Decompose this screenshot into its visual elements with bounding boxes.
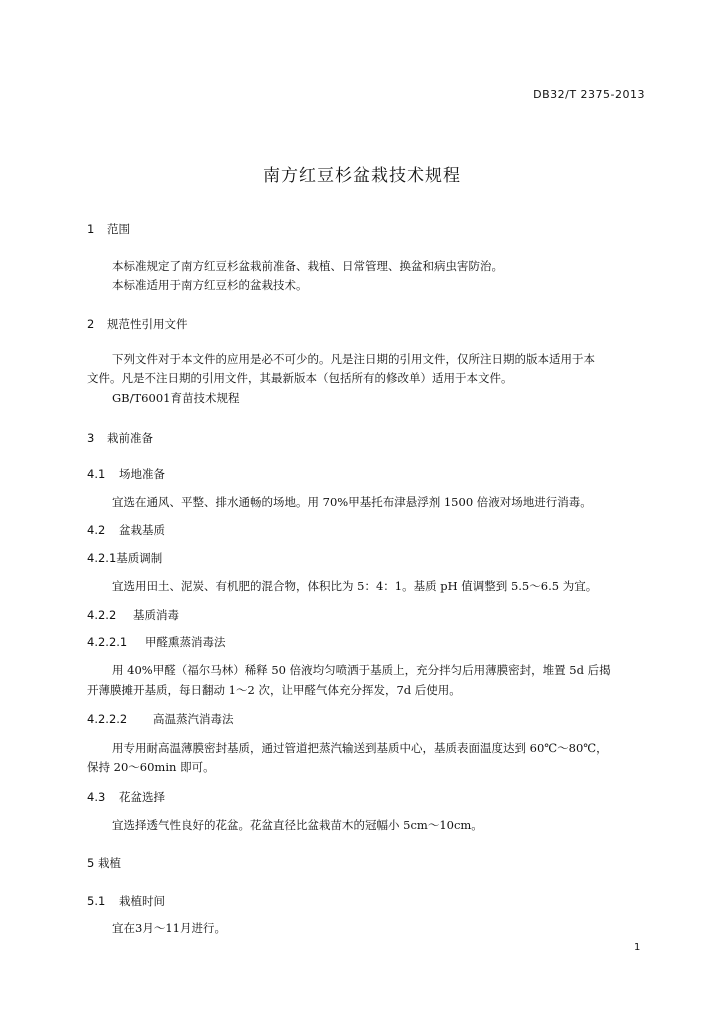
paragraph: 本标准适用于南方红豆杉的盆栽技术。 — [112, 278, 308, 292]
document-title: 南方红豆杉盆栽技术规程 — [263, 166, 461, 186]
section-title: 盆栽基质 — [119, 523, 165, 537]
section-title: 基质调制 — [116, 551, 163, 565]
section-number: 5.1 — [87, 894, 106, 908]
subsection-4-2-heading — [87, 522, 165, 538]
section-number: 2 — [87, 317, 95, 331]
subsection-4-1-heading — [87, 466, 165, 482]
paragraph: 宜选用田土、泥炭、有机肥的混合物，体积比为 5：4：1。基质 pH 值调整到 5.5～6.5 为宜。 — [112, 579, 598, 593]
section-number: 4.2.2.1 — [87, 635, 128, 649]
normative-reference: GB/T6001育苗技术规程 — [112, 391, 240, 405]
section-number: 4.3 — [87, 790, 106, 804]
subsection-4-2-2-2-heading — [87, 711, 234, 727]
standard-code: DB32/T 2375-2013 — [533, 88, 645, 101]
section-3-heading — [87, 430, 153, 446]
section-number: 4.2 — [87, 523, 106, 537]
section-title: 栽前准备 — [107, 431, 153, 445]
section-number: 1 — [87, 222, 95, 236]
paragraph-line: 用专用耐高温薄膜密封基质，通过管道把蒸汽输送到基质中心，基质表面温度达到 60℃～80℃， — [112, 741, 608, 755]
paragraph-line: 保持 20～60min 即可。 — [87, 760, 215, 774]
paragraph-line: 开薄膜摊开基质，每日翻动 1～2 次，让甲醛气体充分挥发，7d 后使用。 — [87, 683, 461, 697]
section-title: 甲醛熏蒸消毒法 — [145, 635, 226, 649]
section-title: 范围 — [107, 222, 130, 236]
page-number: 1 — [634, 942, 641, 953]
section-number: 4.2.2 — [87, 608, 117, 622]
paragraph-line: 下列文件对于本文件的应用是必不可少的。凡是注日期的引用文件，仅所注日期的版本适用于本 — [112, 352, 595, 366]
section-title: 规范性引用文件 — [107, 317, 188, 331]
section-number: 3 — [87, 431, 95, 445]
paragraph: 本标准规定了南方红豆杉盆栽前准备、栽植、日常管理、换盆和病虫害防治。 — [112, 259, 503, 273]
subsection-4-2-1-heading — [87, 550, 162, 566]
subsection-4-2-2-heading — [87, 607, 179, 623]
section-1-heading — [87, 221, 130, 237]
paragraph: 宜在3月～11月进行。 — [112, 921, 226, 935]
section-5-heading: 5 栽植 — [87, 856, 121, 870]
paragraph-line: 文件。凡是不注日期的引用文件，其最新版本（包括所有的修改单）适用于本文件。 — [87, 371, 513, 385]
section-title: 高温蒸汽消毒法 — [153, 712, 234, 726]
paragraph-line: 用 40%甲醛（福尔马林）稀释 50 倍液均匀喷洒于基质上，充分拌匀后用薄膜密封，堆置 5d 后揭 — [112, 663, 611, 677]
subsection-5-1-heading — [87, 893, 165, 909]
paragraph: 宜选在通风、平整、排水通畅的场地。用 70%甲基托布津悬浮剂 1500 倍液对场地进行消毒。 — [112, 495, 592, 509]
section-number: 4.2.1 — [87, 551, 117, 565]
subsection-4-3-heading — [87, 789, 165, 805]
paragraph: 宜选择透气性良好的花盆。花盆直径比盆栽苗木的冠幅小 5cm～10cm。 — [112, 818, 483, 832]
section-title: 基质消毒 — [133, 608, 179, 622]
section-title: 花盆选择 — [119, 790, 165, 804]
section-title: 场地准备 — [119, 467, 165, 481]
section-2-heading — [87, 316, 188, 332]
subsection-4-2-2-1-heading — [87, 634, 226, 650]
section-number: 4.2.2.2 — [87, 712, 128, 726]
section-number: 4.1 — [87, 467, 106, 481]
section-title: 栽植时间 — [119, 894, 165, 908]
